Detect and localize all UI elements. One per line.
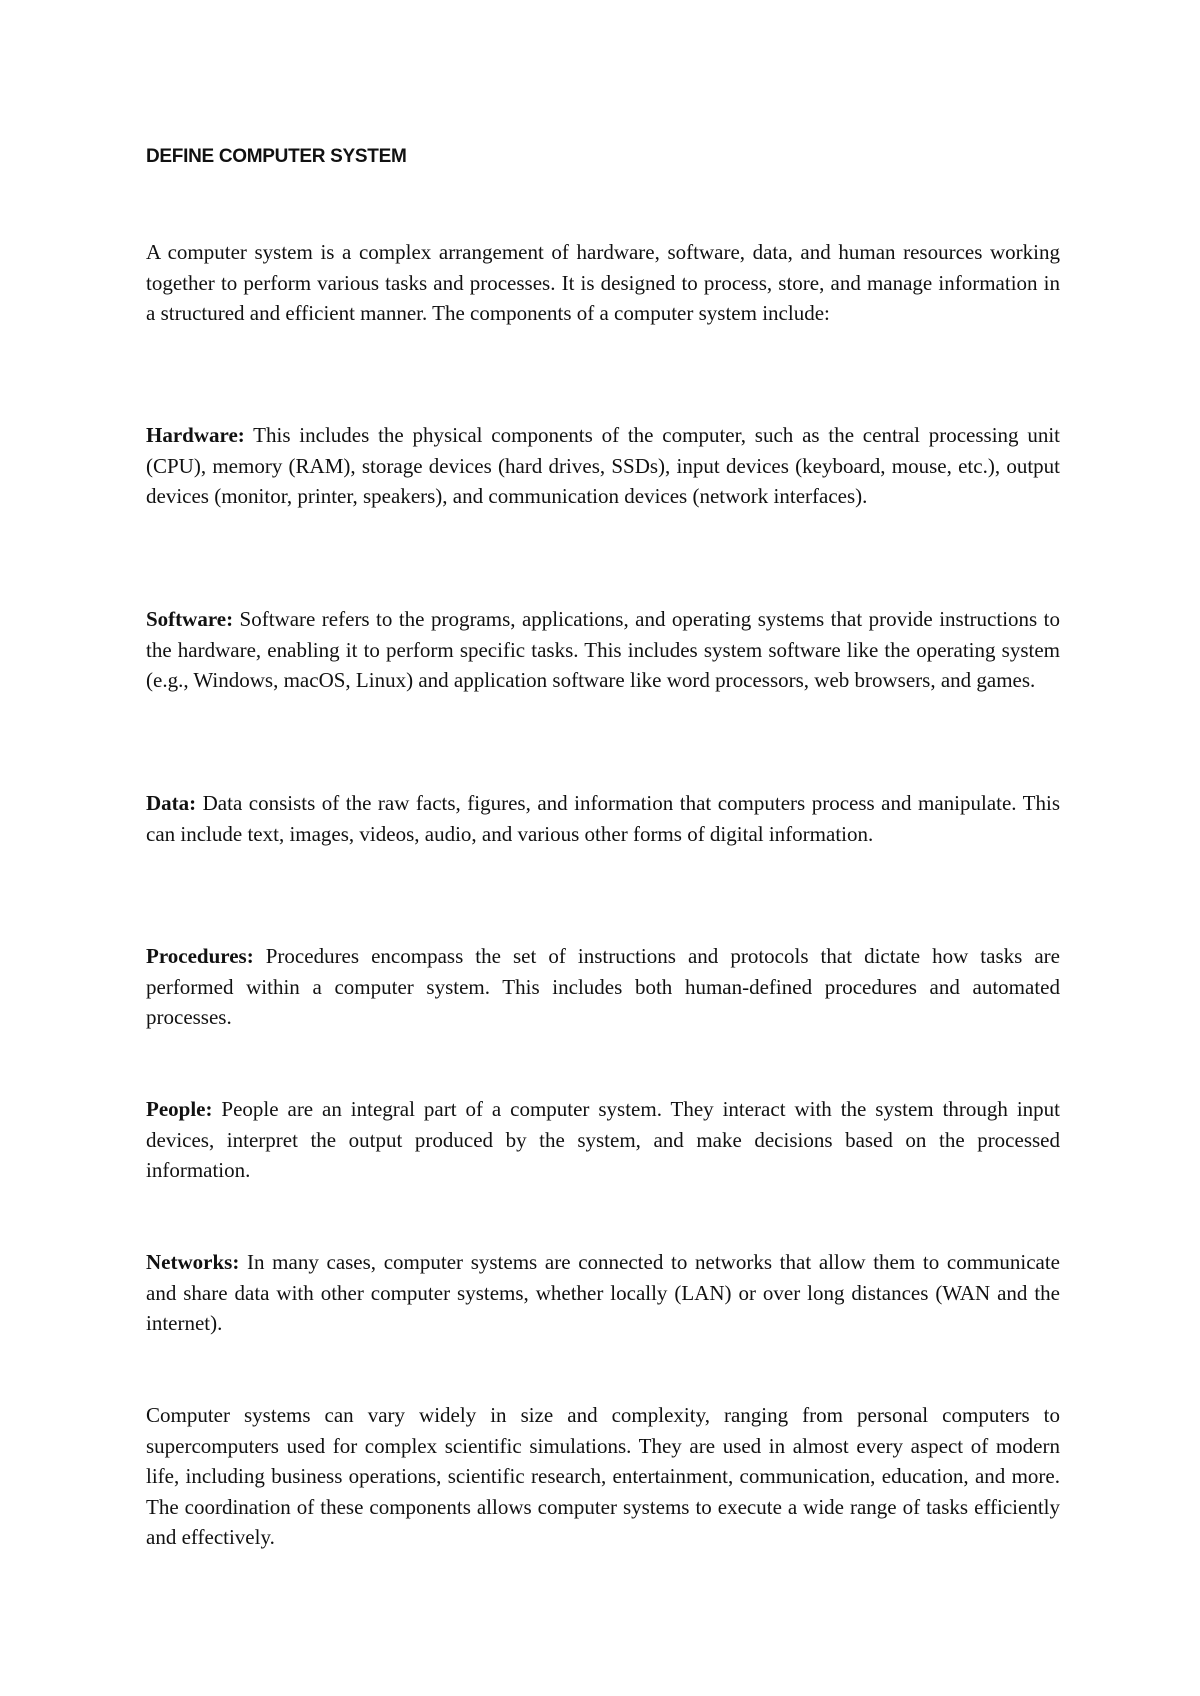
software-description: Software refers to the programs, applications, and operating systems that provide instructions to the hardware, enabling it to perform specific tasks. This includes system software like the operating system (e.g., Windows, macOS, Linux) and application software like word processors, web browsers, and games. xyxy=(146,607,1060,692)
data-description: Data consists of the raw facts, figures, and information that computers process and manipulate. This can include text, images, videos, audio, and various other forms of digital information. xyxy=(146,791,1060,846)
procedures-paragraph xyxy=(146,941,1060,1033)
intro-paragraph: A computer system is a complex arrangement of hardware, software, data, and human resources working together to perform various tasks and processes. It is designed to process, store, and manage information in a structured and efficient manner. The components of a computer system include: xyxy=(146,240,1060,325)
software-term: Software: xyxy=(146,607,234,631)
data-paragraph xyxy=(146,788,1060,849)
networks-term: Networks: xyxy=(146,1250,240,1274)
networks-description: In many cases, computer systems are connected to networks that allow them to communicate and share data with other computer systems, whether locally (LAN) or over long distances (WAN and the internet). xyxy=(146,1250,1060,1335)
procedures-description: Procedures encompass the set of instructions and protocols that dictate how tasks are performed within a computer system. This includes both human-defined procedures and automated processes. xyxy=(146,944,1060,1029)
hardware-term: Hardware: xyxy=(146,423,245,447)
document-title: DEFINE COMPUTER SYSTEM xyxy=(146,146,407,167)
data-term: Data: xyxy=(146,791,197,815)
software-paragraph xyxy=(146,604,1060,696)
closing-paragraph: Computer systems can vary widely in size and complexity, ranging from personal computers to supercomputers used for complex scientific simulations. They are used in almost every aspect of modern life, including business operations, scientific research, entertainment, communication, education, and more. The coordination of these components allows computer systems to execute a wide range of tasks efficiently and effectively. xyxy=(146,1403,1060,1549)
procedures-term: Procedures: xyxy=(146,944,254,968)
people-paragraph xyxy=(146,1094,1060,1186)
hardware-description: This includes the physical components of the computer, such as the central processing unit (CPU), memory (RAM), storage devices (hard drives, SSDs), input devices (keyboard, mouse, etc.), output devices (monitor, printer, speakers), and communication devices (network interfaces). xyxy=(146,423,1060,508)
hardware-paragraph xyxy=(146,420,1060,512)
networks-paragraph xyxy=(146,1247,1060,1339)
people-term: People: xyxy=(146,1097,213,1121)
people-description: People are an integral part of a computer system. They interact with the system through input devices, interpret the output produced by the system, and make decisions based on the processed information. xyxy=(146,1097,1060,1182)
